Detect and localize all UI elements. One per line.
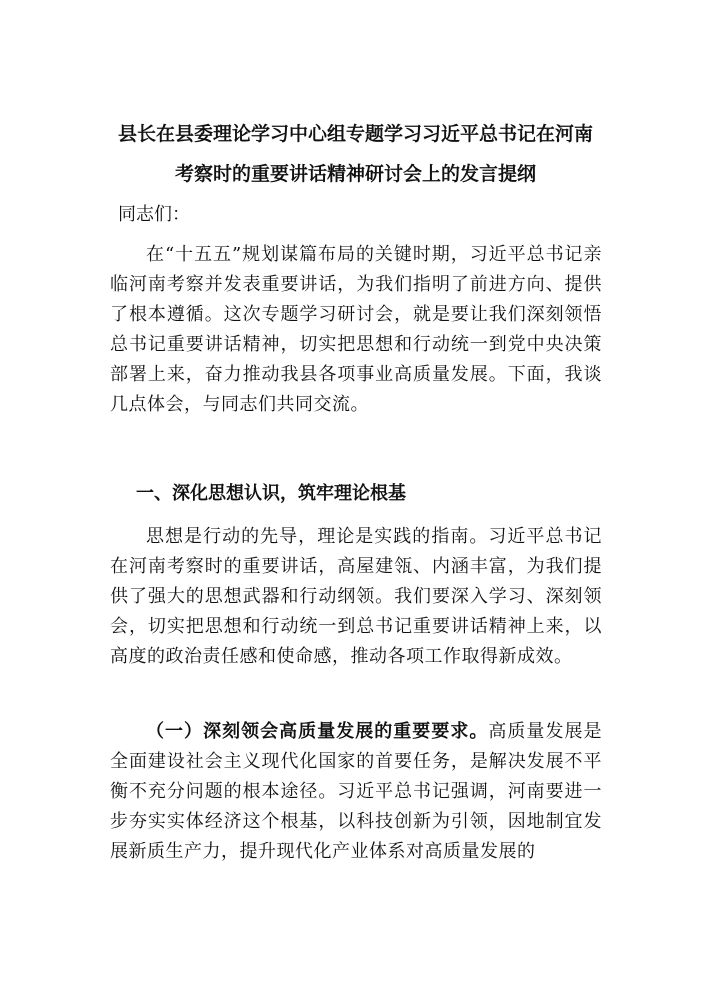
subsection-1-paragraph: [110, 717, 602, 867]
section-1-paragraph: 思想是行动的先导，理论是实践的指南。习近平总书记在河南考察时的重要讲话，高屋建瓴、内涵丰富，为我们提供了强大的思想武器和行动纲领。我们要深入学习、深刻领会，切实把思想和行动统一到总书记重要讲话精神上来，以高度的政治责任感和使命感，推动各项工作取得新成效。: [110, 526, 602, 667]
subsection-1-lead: （一）深刻领会高质量发展的重要要求。: [146, 721, 489, 742]
subsection-1-body: 高质量发展是全面建设社会主义现代化国家的首要任务，是解决发展不平衡不充分问题的根本途径。习近平总书记强调，河南要进一步夯实实体经济这个根基，以科技创新为引领，因地制宜发展新质生产力，提升现代化产业体系对高质量发展的: [110, 721, 602, 862]
section-heading-1: 一、深化思想认识，筑牢理论根基: [136, 483, 406, 504]
title-line-2: 考察时的重要讲话精神研讨会上的发言提纲: [174, 163, 536, 185]
title-line-1: 县长在县委理论学习中心组专题学习习近平总书记在河南: [117, 123, 593, 145]
document-title: [100, 114, 611, 194]
greeting: 同志们：: [118, 204, 190, 225]
intro-paragraph: 在“十五五”规划谋篇布局的关键时期，习近平总书记亲临河南考察并发表重要讲话，为我们指明了前进方向、提供了根本遵循。这次专题学习研讨会，就是要让我们深刻领悟总书记重要讲话精神，切实把思想和行动统一到党中央决策部署上来，奋力推动我县各项事业高质量发展。下面，我谈几点体会，与同志们共同交流。: [110, 244, 602, 415]
